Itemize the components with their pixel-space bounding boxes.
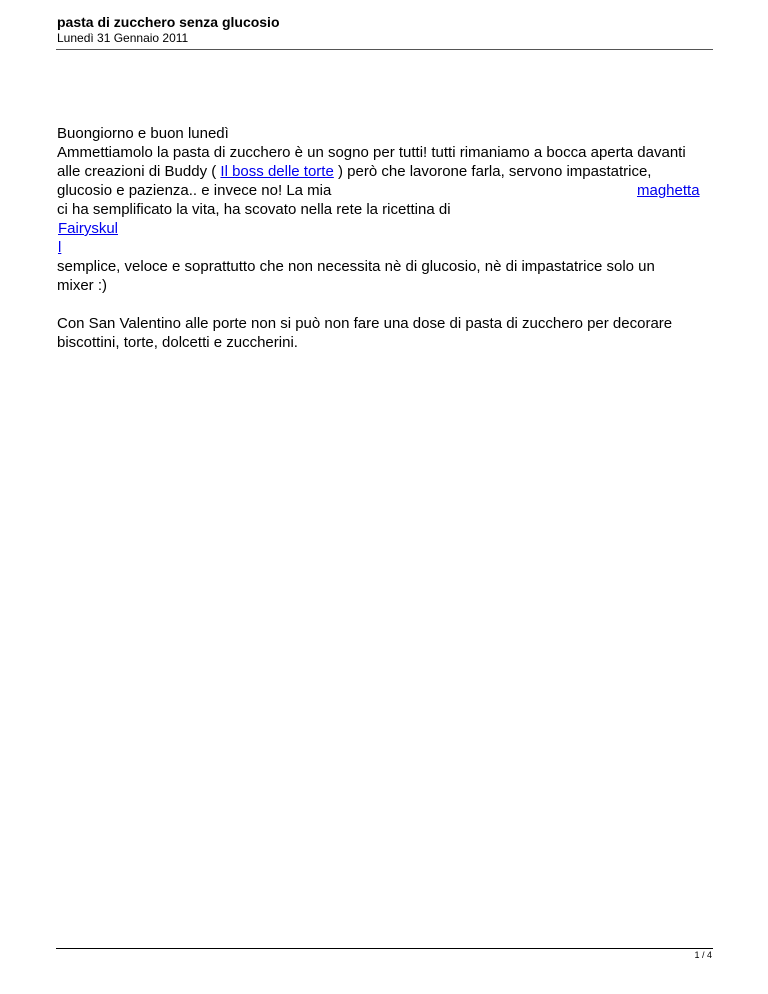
paragraph-line: ci ha semplificato la vita, ha scovato nella rete la ricettina di — [57, 201, 451, 218]
paragraph-line — [57, 219, 713, 238]
paragraph-line: Con San Valentino alle porte non si può non fare una dose di pasta di zucchero per decorare — [57, 315, 673, 332]
page-number: 1 / 4 — [694, 950, 712, 960]
paragraph-line: semplice, veloce e soprattutto che non necessita nè di glucosio, nè di impastatrice solo un — [57, 258, 655, 275]
link-maghetta[interactable]: maghetta — [637, 182, 700, 199]
paragraph-text: glucosio e pazienza.. e invece no! La mia — [57, 182, 332, 199]
article-body — [57, 124, 713, 352]
link-l[interactable]: l — [58, 239, 62, 256]
document-title: pasta di zucchero senza glucosio — [57, 14, 280, 30]
paragraph-line — [57, 162, 713, 181]
paragraph-text: ) però che lavorone farla, servono impastatrice, — [333, 163, 652, 180]
link-il-boss-delle-torte[interactable]: Il boss delle torte — [220, 163, 334, 180]
footer-divider — [56, 948, 713, 949]
paragraph-text: alle creazioni di Buddy ( — [57, 163, 221, 180]
paragraph-line: Ammettiamolo la pasta di zucchero è un sogno per tutti! tutti rimaniamo a bocca aperta davanti — [57, 144, 686, 161]
paragraph-line: mixer :) — [57, 277, 107, 294]
greeting-line: Buongiorno e buon lunedì — [57, 125, 229, 142]
link-fairyskul[interactable]: Fairyskul — [58, 220, 119, 237]
header-divider — [56, 49, 713, 50]
paragraph-line — [57, 181, 713, 200]
paragraph-line — [57, 238, 713, 257]
page-header — [57, 14, 713, 45]
paragraph-line: biscottini, torte, dolcetti e zuccherini. — [57, 334, 298, 351]
paragraph-gap — [57, 295, 713, 314]
document-date: Lunedì 31 Gennaio 2011 — [57, 31, 189, 45]
